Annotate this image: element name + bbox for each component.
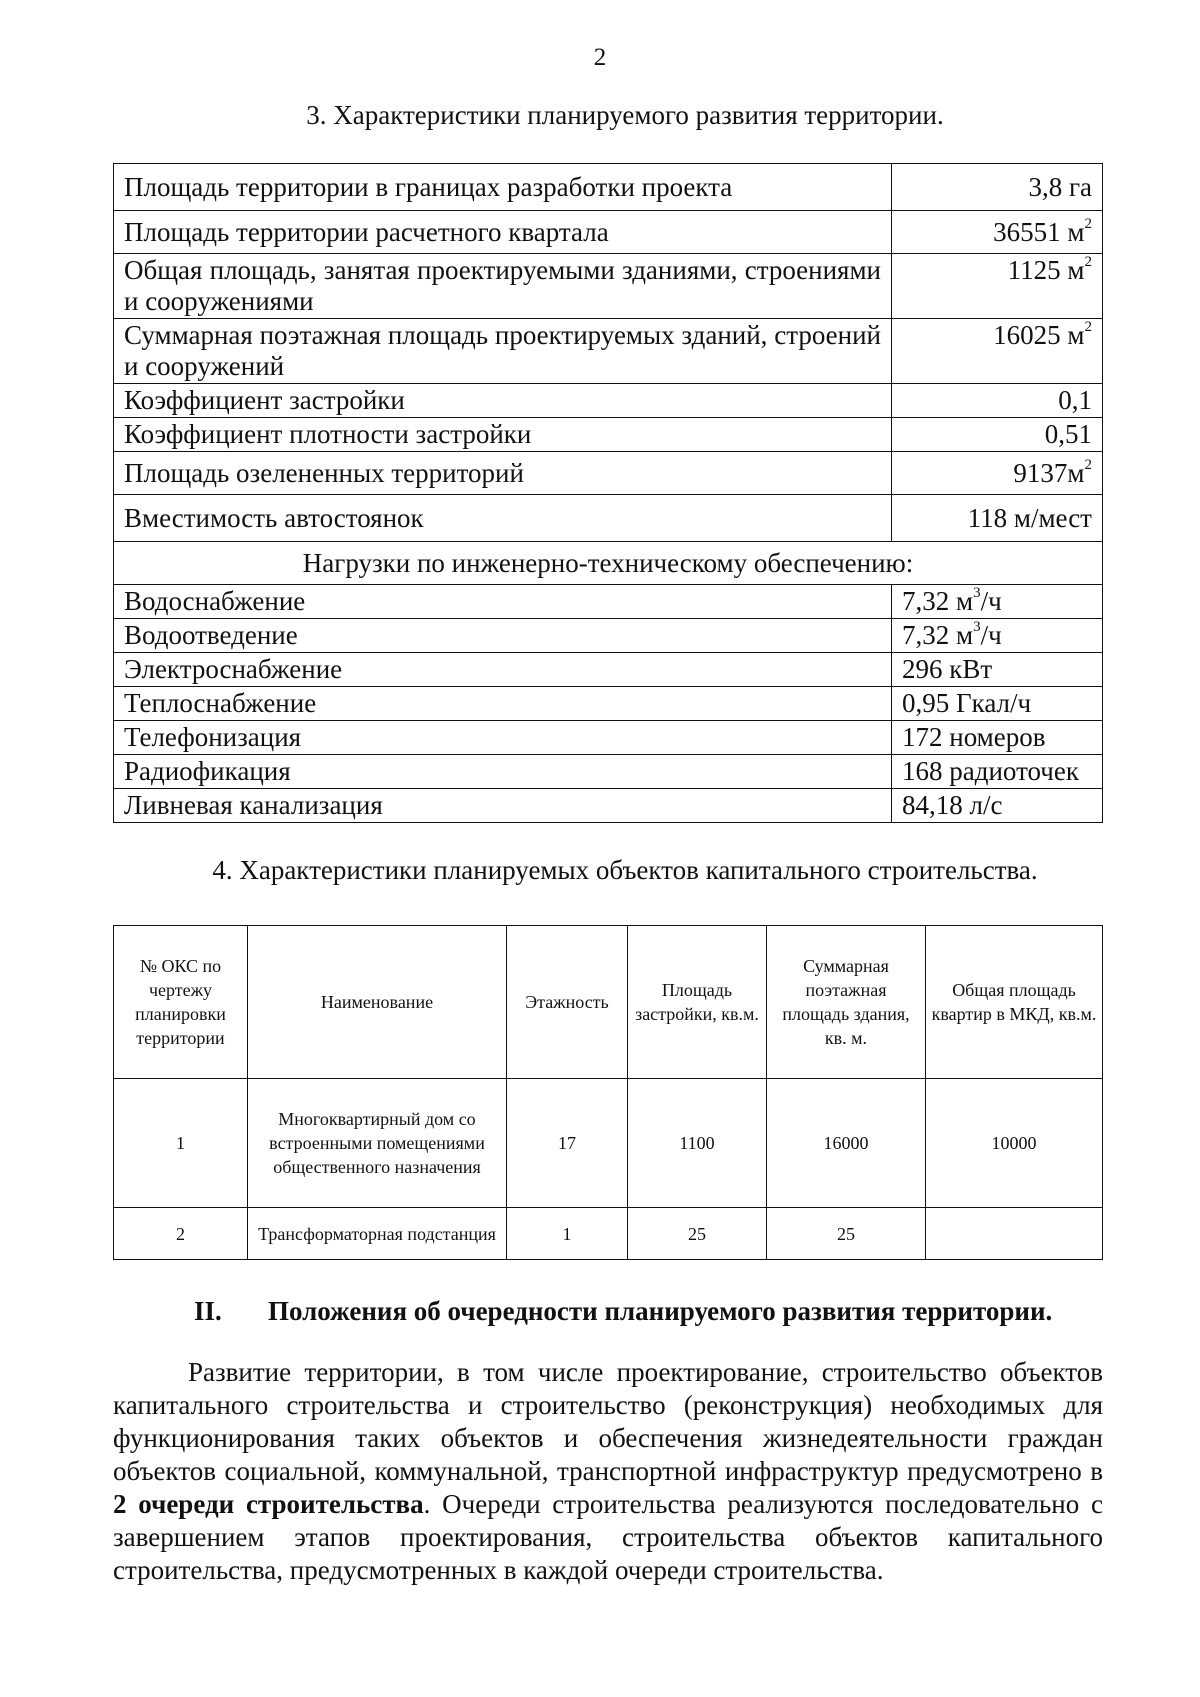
value-text: 0,51 xyxy=(1044,419,1092,449)
load-row xyxy=(114,619,1103,653)
oks-cell: 10000 xyxy=(926,1079,1103,1208)
load-label: Телефонизация xyxy=(114,721,892,755)
load-row xyxy=(114,687,1103,721)
characteristics-row xyxy=(114,452,1103,495)
oks-cell: Трансформаторная подстанция xyxy=(248,1208,507,1260)
oks-cell xyxy=(926,1208,1103,1260)
oks-header-cell: Общая площадь квартир в МКД, кв.м. xyxy=(926,926,1103,1079)
load-value xyxy=(892,721,1103,755)
value-text: 16025 м xyxy=(993,320,1085,350)
characteristic-label: Площадь территории в границах разработки проекта xyxy=(114,164,892,211)
characteristic-value xyxy=(892,211,1103,254)
part-2-number: II. xyxy=(194,1296,222,1326)
value-superscript: 2 xyxy=(1084,254,1092,270)
oks-table-header-row xyxy=(114,926,1103,1079)
load-label: Теплоснабжение xyxy=(114,687,892,721)
value-text: 118 м/мест xyxy=(967,502,1092,533)
oks-header-cell: Этажность xyxy=(507,926,628,1079)
characteristic-value xyxy=(892,254,1103,319)
characteristics-row xyxy=(114,319,1103,384)
oks-cell: 1 xyxy=(114,1079,248,1208)
characteristic-label: Площадь территории расчетного квартала xyxy=(114,211,892,254)
oks-table-row xyxy=(114,1208,1103,1260)
characteristics-row xyxy=(114,418,1103,452)
characteristic-value xyxy=(892,418,1103,452)
load-row xyxy=(114,721,1103,755)
oks-table xyxy=(113,925,1103,1260)
characteristic-value xyxy=(892,452,1103,495)
value-text: 84,18 л/с xyxy=(902,790,1003,820)
oks-cell: 25 xyxy=(767,1208,926,1260)
part-2-heading xyxy=(194,1296,1052,1327)
characteristic-label: Вместимость автостоянок xyxy=(114,495,892,542)
oks-header-cell: Площадь застройки, кв.м. xyxy=(628,926,767,1079)
oks-header-cell: № ОКС по чертежу планировки территории xyxy=(114,926,248,1079)
value-superscript: 3 xyxy=(973,585,981,601)
load-row xyxy=(114,755,1103,789)
characteristic-value xyxy=(892,164,1103,211)
paragraph-bold-text: 2 очереди строительства xyxy=(113,1489,424,1519)
value-text: 168 радиоточек xyxy=(902,756,1079,786)
characteristic-value xyxy=(892,384,1103,418)
characteristics-row xyxy=(114,211,1103,254)
characteristic-label: Суммарная поэтажная площадь проектируемых зданий, строений и сооружений xyxy=(114,319,892,384)
value-text: 7,32 м xyxy=(902,586,974,616)
load-label: Водоотведение xyxy=(114,619,892,653)
load-value xyxy=(892,619,1103,653)
characteristics-table xyxy=(113,163,1103,823)
value-text: 172 номеров xyxy=(902,722,1046,752)
load-label: Радиофикация xyxy=(114,755,892,789)
loads-heading: Нагрузки по инженерно-техническому обеспечению: xyxy=(114,542,1103,585)
characteristic-label: Коэффициент застройки xyxy=(114,384,892,418)
characteristics-row xyxy=(114,164,1103,211)
value-text: 9137м xyxy=(1013,457,1085,488)
load-row xyxy=(114,789,1103,823)
oks-cell: 25 xyxy=(628,1208,767,1260)
characteristics-row xyxy=(114,254,1103,319)
value-superscript: 2 xyxy=(1084,456,1092,473)
oks-cell: 1100 xyxy=(628,1079,767,1208)
body-paragraph xyxy=(113,1356,1103,1587)
value-text: 1125 м xyxy=(1007,255,1085,285)
value-text: 0,95 Гкал/ч xyxy=(902,688,1032,718)
part-2-title: Положения об очередности планируемого развития территории. xyxy=(268,1296,1053,1326)
load-label: Ливневая канализация xyxy=(114,789,892,823)
value-text: 7,32 м xyxy=(902,620,974,650)
oks-cell: 16000 xyxy=(767,1079,926,1208)
oks-cell: 2 xyxy=(114,1208,248,1260)
characteristic-label: Площадь озелененных территорий xyxy=(114,452,892,495)
load-label: Водоснабжение xyxy=(114,585,892,619)
oks-header-cell: Наименование xyxy=(248,926,507,1079)
load-label: Электроснабжение xyxy=(114,653,892,687)
loads-heading-row xyxy=(114,542,1103,585)
value-text: 36551 м xyxy=(993,216,1085,247)
value-text: 0,1 xyxy=(1058,385,1092,415)
load-value xyxy=(892,687,1103,721)
load-row xyxy=(114,653,1103,687)
oks-cell: 17 xyxy=(507,1079,628,1208)
section-4-title: 4. Характеристики планируемых объектов капитального строительства. xyxy=(212,855,1038,885)
characteristic-label: Общая площадь, занятая проектируемыми зданиями, строениями и сооружениями xyxy=(114,254,892,319)
oks-table-row xyxy=(114,1079,1103,1208)
paragraph-text-before: Развитие территории, в том числе проектирование, строительство объектов капитального строительства и строительство (реконструкция) необходимых для функционирования таких объектов и обеспечения жизнедеятельности граждан объектов социальной, коммунальной, транспортной инфраструктур предусмотрено в xyxy=(113,1357,1103,1486)
load-row xyxy=(114,585,1103,619)
value-suffix: /ч xyxy=(980,586,1002,616)
oks-cell: Многоквартирный дом со встроенными помещениями общественного назначения xyxy=(248,1079,507,1208)
section-3-title: 3. Характеристики планируемого развития территории. xyxy=(306,100,944,130)
value-suffix: /ч xyxy=(980,620,1002,650)
paragraph-text-after: . Очереди строительства реализуются последовательно с завершением этапов проектирования, строительства объектов капитального строительства, предусмотренных в каждой очереди строительства. xyxy=(113,1489,1103,1585)
load-value xyxy=(892,585,1103,619)
value-superscript: 3 xyxy=(973,619,981,635)
characteristic-value xyxy=(892,319,1103,384)
characteristic-label: Коэффициент плотности застройки xyxy=(114,418,892,452)
characteristics-row xyxy=(114,495,1103,542)
characteristics-row xyxy=(114,384,1103,418)
value-superscript: 2 xyxy=(1084,319,1092,335)
characteristic-value xyxy=(892,495,1103,542)
value-text: 3,8 га xyxy=(1028,171,1092,202)
page-number: 2 xyxy=(593,44,607,71)
load-value xyxy=(892,653,1103,687)
oks-header-cell: Суммарная поэтажная площадь здания, кв. м. xyxy=(767,926,926,1079)
load-value xyxy=(892,789,1103,823)
oks-cell: 1 xyxy=(507,1208,628,1260)
value-superscript: 2 xyxy=(1084,215,1092,232)
value-text: 296 кВт xyxy=(902,654,993,684)
load-value xyxy=(892,755,1103,789)
